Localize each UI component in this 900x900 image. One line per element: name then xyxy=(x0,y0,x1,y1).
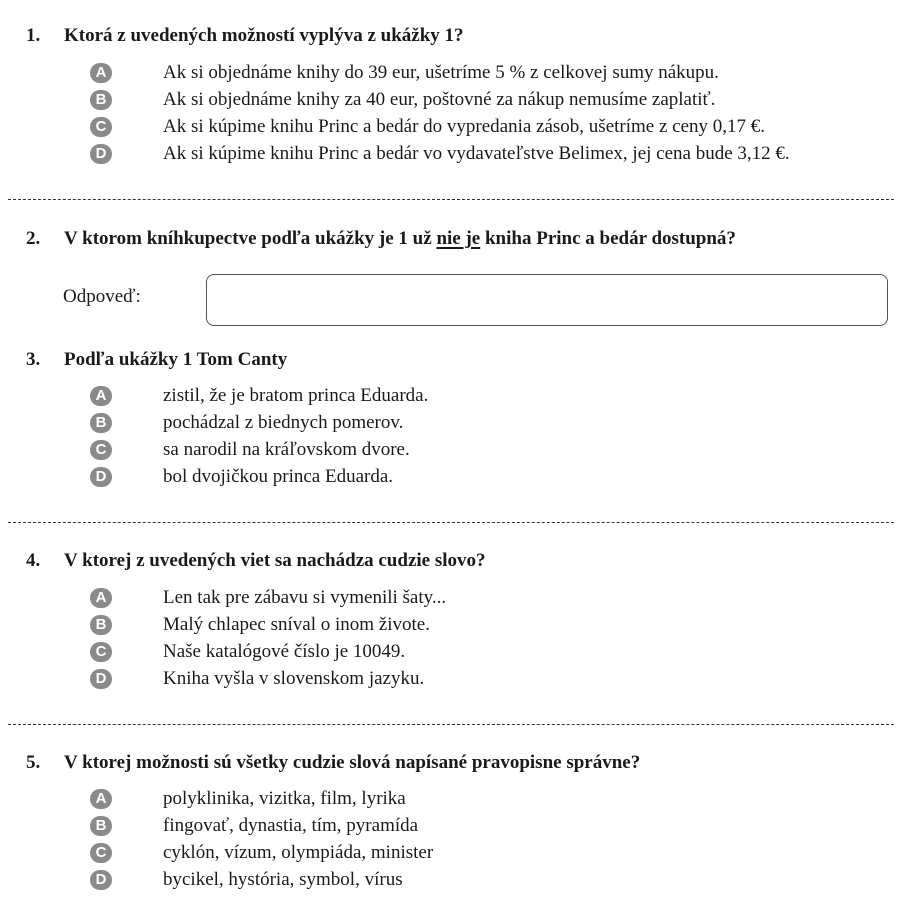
question-3-number: 3. xyxy=(26,349,41,370)
question-2-text-after: kniha Princ a bedár dostupná? xyxy=(480,228,736,249)
option-text: Ak si kúpime knihu Princ a bedár vo vydavateľstve Belimex, jej cena bude 3,12 €. xyxy=(163,143,790,164)
question-5-title xyxy=(26,752,640,774)
option-text: Ak si objednáme knihy za 40 eur, poštovné za nákup nemusíme zaplatiť. xyxy=(163,89,716,110)
answer-label: Odpoveď: xyxy=(63,286,141,307)
option-text: Kniha vyšla v slovenskom jazyku. xyxy=(163,668,425,689)
option-text: fingovať, dynastia, tím, pyramída xyxy=(163,815,419,836)
option-text: Malý chlapec sníval o inom živote. xyxy=(163,614,430,635)
option-text: Ak si objednáme knihy do 39 eur, ušetríme 5 % z celkovej sumy nákupu. xyxy=(163,62,719,83)
option-text: Len tak pre zábavu si vymenili šaty... xyxy=(163,587,447,608)
question-1-text: Ktorá z uvedených možností vyplýva z ukážky 1? xyxy=(64,25,464,46)
option-text: bol dvojičkou princa Eduarda. xyxy=(163,466,394,487)
option-badge-d: D xyxy=(90,144,112,164)
option-badge-a: A xyxy=(90,63,112,83)
answer-input[interactable] xyxy=(206,274,888,326)
option-text: Ak si kúpime knihu Princ a bedár do vypredania zásob, ušetríme z ceny 0,17 €. xyxy=(163,116,766,137)
question-4-title xyxy=(26,550,486,572)
option-text: Naše katalógové číslo je 10049. xyxy=(163,641,406,662)
section-divider xyxy=(8,724,894,725)
option-badge-c: C xyxy=(90,642,112,662)
option-text: polyklinika, vizitka, film, lyrika xyxy=(163,788,406,809)
option-text: cyklón, vízum, olympiáda, minister xyxy=(163,842,434,863)
section-divider xyxy=(8,199,894,200)
question-3-text: Podľa ukážky 1 Tom Canty xyxy=(64,349,288,370)
option-badge-d: D xyxy=(90,669,112,689)
question-1-number: 1. xyxy=(26,25,41,46)
option-badge-b: B xyxy=(90,615,112,635)
option-badge-d: D xyxy=(90,467,112,487)
option-badge-a: A xyxy=(90,588,112,608)
option-badge-b: B xyxy=(90,90,112,110)
option-badge-d: D xyxy=(90,870,112,890)
question-5-number: 5. xyxy=(26,752,41,773)
option-text: bycikel, hystória, symbol, vírus xyxy=(163,869,403,890)
question-4-number: 4. xyxy=(26,550,41,571)
question-4-text: V ktorej z uvedených viet sa nachádza cudzie slovo? xyxy=(64,550,486,571)
option-badge-b: B xyxy=(90,816,112,836)
question-5-text: V ktorej možnosti sú všetky cudzie slová napísané pravopisne správne? xyxy=(64,752,641,773)
option-badge-c: C xyxy=(90,843,112,863)
question-2-text-before: V ktorom kníhkupectve podľa ukážky je 1 už xyxy=(64,228,437,249)
option-text: zistil, že je bratom princa Eduarda. xyxy=(163,385,429,406)
question-3-title xyxy=(26,349,287,371)
question-2-title xyxy=(26,228,736,250)
option-badge-a: A xyxy=(90,386,112,406)
option-badge-a: A xyxy=(90,789,112,809)
option-badge-c: C xyxy=(90,117,112,137)
option-badge-c: C xyxy=(90,440,112,460)
section-divider xyxy=(8,522,894,523)
question-2-number: 2. xyxy=(26,228,41,249)
option-text: pochádzal z biednych pomerov. xyxy=(163,412,404,433)
option-badge-b: B xyxy=(90,413,112,433)
question-1-title xyxy=(26,25,464,47)
question-2-text-underlined: nie je xyxy=(436,228,481,249)
option-text: sa narodil na kráľovskom dvore. xyxy=(163,439,410,460)
